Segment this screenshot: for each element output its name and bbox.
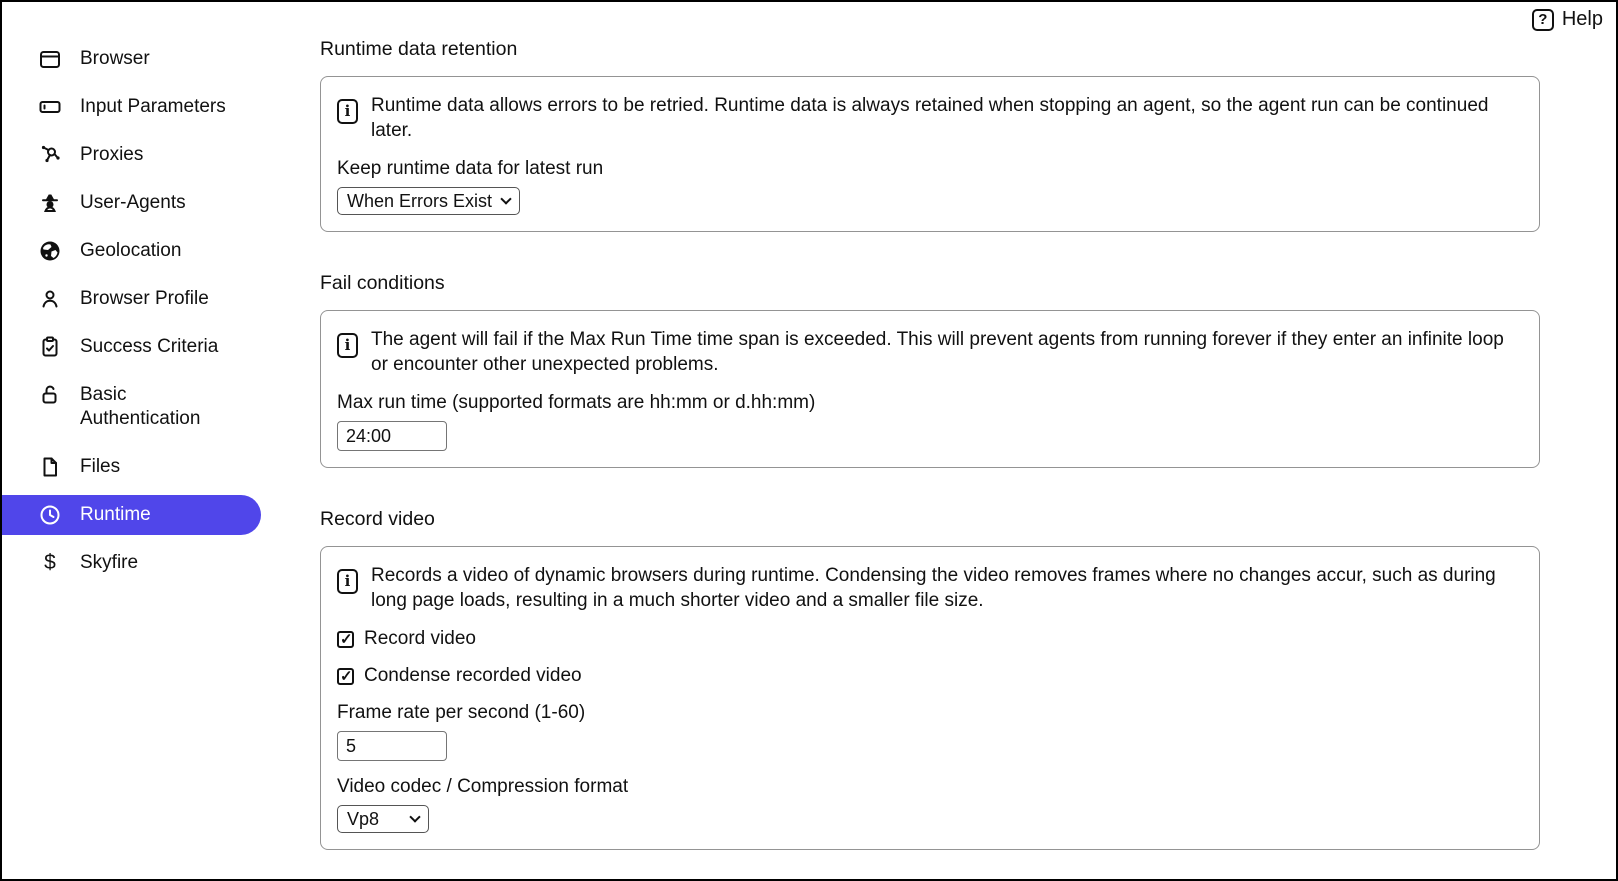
sidebar-item-browser-profile[interactable]	[2, 275, 302, 323]
help-button[interactable]	[1532, 8, 1603, 31]
sidebar-item-input-parameters[interactable]	[2, 83, 302, 131]
sidebar-item-label: Browser	[80, 48, 150, 69]
frame-rate-input[interactable]	[337, 731, 447, 761]
sidebar-item-browser[interactable]	[2, 35, 302, 83]
select-value: Vp8	[347, 808, 380, 829]
sidebar-item-files[interactable]	[2, 443, 302, 491]
sidebar-item-label: Skyfire	[80, 552, 139, 573]
sidebar-item-label: User-Agents	[80, 192, 186, 213]
record-video-checkbox-label: Record video	[364, 628, 476, 649]
info-icon: i	[337, 99, 358, 124]
help-label: Help	[1561, 8, 1603, 30]
spy-icon	[38, 191, 62, 215]
info-icon: i	[337, 333, 358, 358]
dollar-icon: $	[44, 551, 56, 574]
help-icon: ?	[1532, 9, 1554, 31]
sidebar-item-label: Geolocation	[80, 240, 182, 261]
settings-sidebar	[2, 35, 302, 587]
video-codec-select[interactable]	[337, 805, 429, 833]
sidebar-item-label: Runtime	[80, 504, 151, 525]
keep-runtime-data-select[interactable]	[337, 187, 520, 215]
sidebar-item-label: Input Parameters	[80, 96, 226, 117]
sidebar-item-label: Success Criteria	[80, 336, 219, 357]
sidebar-item-label: Basic Authentication	[80, 384, 201, 429]
section-title: Fail conditions	[320, 272, 445, 294]
section-title: Runtime data retention	[320, 38, 518, 60]
record-video-checkbox-row[interactable]	[337, 628, 1523, 650]
clipboard-check-icon	[38, 335, 62, 359]
sidebar-item-basic-authentication[interactable]	[2, 371, 302, 443]
sidebar-item-label: Browser Profile	[80, 288, 209, 309]
sidebar-item-label: Proxies	[80, 144, 144, 165]
input-field-icon	[38, 95, 62, 119]
fail-conditions-card	[320, 310, 1540, 468]
info-row	[337, 93, 1523, 143]
unlocked-padlock-icon	[38, 383, 62, 407]
runtime-data-retention-card	[320, 76, 1540, 232]
record-video-checkbox[interactable]	[337, 631, 354, 648]
max-run-time-input[interactable]	[337, 421, 447, 451]
sidebar-item-geolocation[interactable]	[2, 227, 302, 275]
condense-video-checkbox-label: Condense recorded video	[364, 665, 582, 686]
person-icon	[38, 287, 62, 311]
clock-icon	[38, 503, 62, 527]
network-nodes-icon	[38, 143, 62, 167]
settings-content	[320, 38, 1540, 850]
sidebar-item-user-agents[interactable]	[2, 179, 302, 227]
info-row	[337, 327, 1523, 377]
condense-video-checkbox[interactable]	[337, 668, 354, 685]
video-codec-label: Video codec / Compression format	[337, 776, 629, 797]
condense-video-checkbox-row[interactable]	[337, 665, 1523, 687]
sidebar-item-label: Files	[80, 456, 121, 477]
sidebar-item-skyfire[interactable]	[2, 539, 302, 587]
info-text: Runtime data allows errors to be retried. Runtime data is always retained when stopping an agent, so the agent run can be continued later.	[371, 95, 1489, 141]
section-fail-conditions	[320, 272, 1540, 468]
section-record-video	[320, 508, 1540, 850]
info-text: Records a video of dynamic browsers during runtime. Condensing the video removes frames where no changes accur, such as during long page loads, resulting in a much shorter video and a smaller file size.	[371, 565, 1496, 611]
chevron-down-icon	[500, 193, 511, 204]
record-video-card	[320, 546, 1540, 850]
globe-icon	[38, 239, 62, 263]
keep-runtime-data-label: Keep runtime data for latest run	[337, 158, 604, 179]
chevron-down-icon	[409, 811, 420, 822]
sidebar-item-runtime[interactable]	[2, 495, 261, 535]
info-text: The agent will fail if the Max Run Time time span is exceeded. This will prevent agents from running forever if they enter an infinite loop or encounter other unexpected problems.	[371, 329, 1504, 375]
file-icon	[38, 455, 62, 479]
max-run-time-label: Max run time (supported formats are hh:mm or d.hh:mm)	[337, 392, 816, 413]
info-row	[337, 563, 1523, 613]
sidebar-item-proxies[interactable]	[2, 131, 302, 179]
frame-rate-label: Frame rate per second (1-60)	[337, 702, 586, 723]
section-title: Record video	[320, 508, 435, 530]
select-value: When Errors Exist	[347, 190, 493, 211]
sidebar-item-success-criteria[interactable]	[2, 323, 302, 371]
section-runtime-data-retention	[320, 38, 1540, 232]
browser-window-icon	[38, 47, 62, 71]
info-icon: i	[337, 569, 358, 594]
